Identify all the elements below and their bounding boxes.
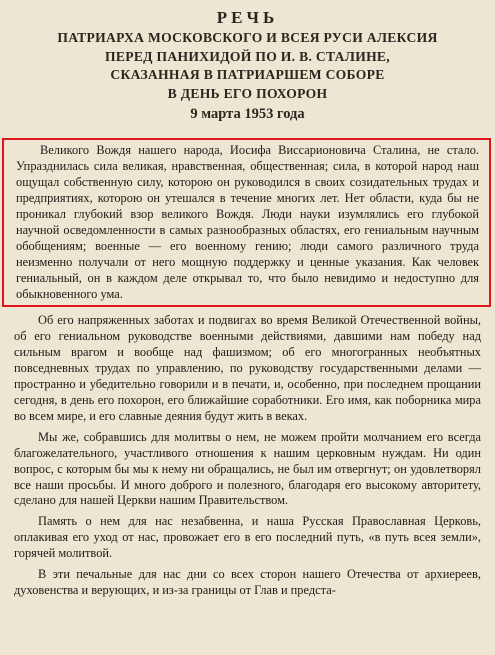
heading-line-1: ПАТРИАРХА МОСКОВСКОГО И ВСЕЯ РУСИ АЛЕКСИЯ <box>57 30 438 45</box>
heading-line-4: В ДЕНЬ ЕГО ПОХОРОН <box>167 85 328 101</box>
speech-date: 9 марта 1953 года <box>190 106 305 123</box>
paragraph-4: Память о нем для нас незабвенна, и наша Русская Православная Церковь, оплакивая его уход от нас, провожает его в его последний путь, «в путь всея земли», горячей молитвой. <box>14 514 481 561</box>
paragraph-3: Мы же, собравшись для молитвы о нем, не можем пройти молчанием его всегда благожелательного, участливого отношения к нашим церковным нуждам. Ни один вопрос, с которым бы мы к нему ни обращались, не был им отвергнут; он удовлетворял все наши просьбы. И много доброго и полезного, благодаря его высокому авторитету, сделано для нашей Церкви нашим Правительством. <box>14 429 481 508</box>
highlighted-passage <box>2 138 491 307</box>
heading-line-3: СКАЗАННАЯ В ПАТРИАРШЕМ СОБОРЕ <box>110 67 385 83</box>
speech-body <box>14 138 481 598</box>
heading-line-2: ПЕРЕД ПАНИХИДОЙ ПО И. В. СТАЛИНЕ, <box>104 48 391 64</box>
speech-title: РЕЧЬ <box>216 8 279 27</box>
paragraph-1: Великого Вождя нашего народа, Иосифа Виссарионовича Сталина, не стало. Упразднилась сила великая, нравственная, общественная; сила, в которой народ наш ощущал собственную силу, которою он руководился в своих созидательных трудах и предприятиях, которою он утешался в течение многих лет. Нет области, куда бы не проникал глубокий взор великого Вождя. Люди науки изумлялись его глубокой научной осведомленности в самых разнообразных областях, его гениальным научным обобщениям; военные — его военному гению; люди самого различного труда неизменно получали от него мощную поддержку и ценные указания. Как человек гениальный, он в каждом деле открывал то, что было невидимо и недоступно для обыкновенного ума. <box>16 143 479 301</box>
speech-heading <box>14 8 481 124</box>
paragraph-5: В эти печальные для нас дни со всех сторон нашего Отечества от архиереев, духовенства и верующих, и из-за границы от Глав и предста- <box>14 567 481 597</box>
paragraph-2: Об его напряженных заботах и подвигах во время Великой Отечественной войны, об его гениальном руководстве военными действиями, давшими нам победу над сильным врагом и вообще над фашизмом; об его многогранных необъятных повседневных трудах по управлению, по руководству государственными делами — пространно и убедительно говорили и в печати, и, особенно, при последнем прощании сегодня, в день его похорон, его ближайшие соработники. Его имя, как поборника мира во всем мире, и его славные деяния будут жить в веках. <box>14 313 481 423</box>
